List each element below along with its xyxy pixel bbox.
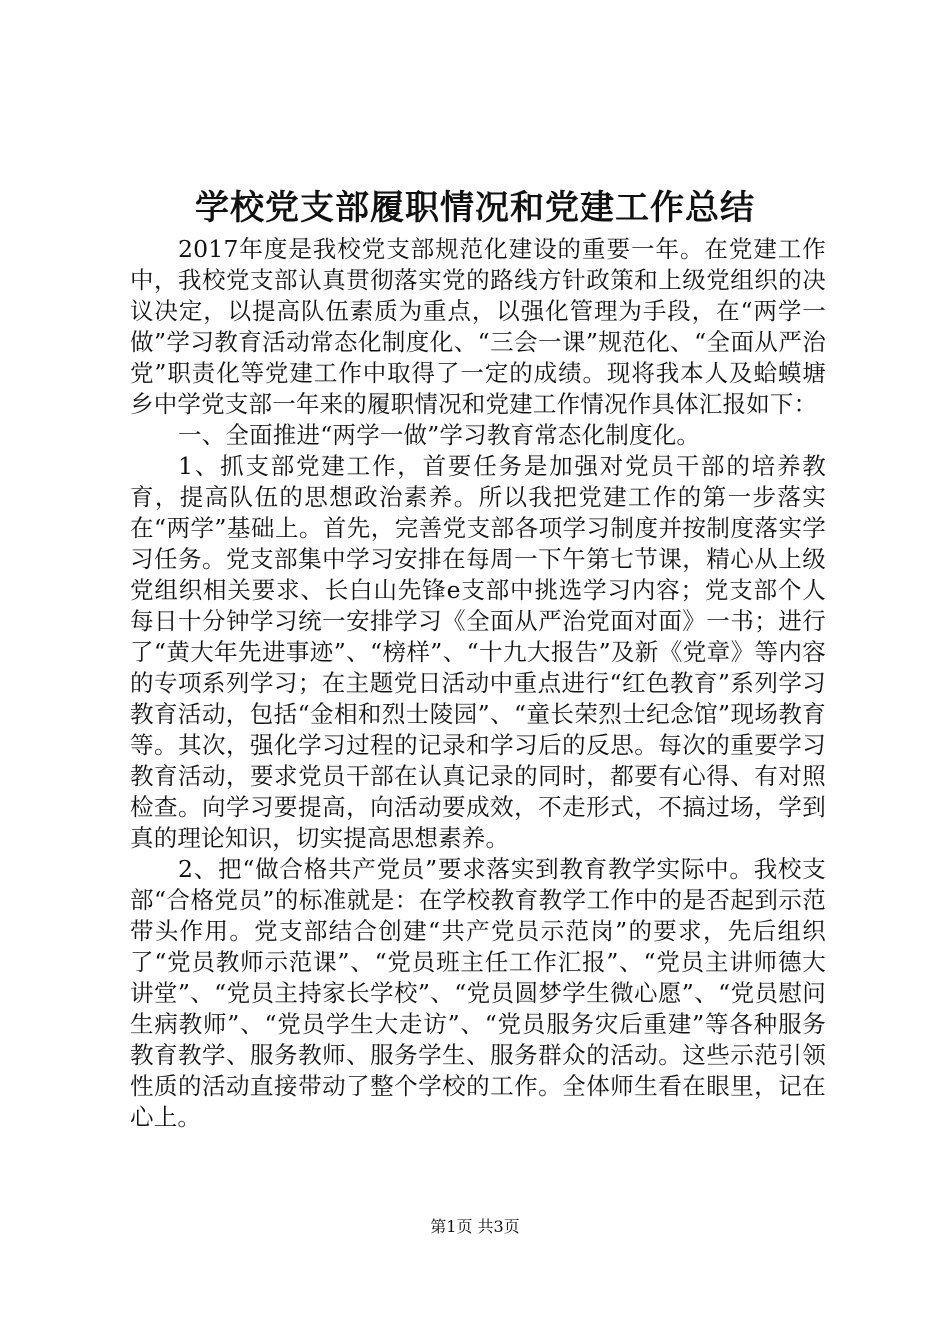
document-body xyxy=(130,234,826,1133)
paragraph-intro: 2017年度是我校党支部规范化建设的重要一年。在党建工作中，我校党支部认真贯彻落实党的路线方针政策和上级党组织的决议决定，以提高队伍素质为重点，以强化管理为手段，在“两学一做”学习教育活动常态化制度化、“三会一课”规范化、“全面从严治党”职责化等党建工作中取得了一定的成绩。现将我本人及蛤蟆塘乡中学党支部一年来的履职情况和党建工作情况作具体汇报如下： xyxy=(130,235,826,418)
paragraph-item-1: 1、抓支部党建工作，首要任务是加强对党员干部的培养教育，提高队伍的思想政治素养。所以我把党建工作的第一步落实在“两学”基础上。首先，完善党支部各项学习制度并按制度落实学习任务。党支部集中学习安排在每周一下午第七节课，精心从上级党组织相关要求、长白山先锋e支部中挑选学习内容；党支部个人每日十分钟学习统一安排学习《全面从严治党面对面》一书；进行了“黄大年先进事迹”、“榜样”、“十九大报告”及新《党章》等内容的专项系列学习；在主题党日活动中重点进行“红色教育”系列学习教育活动，包括“金相和烈士陵园”、“童长荣烈士纪念馆”现场教育等。其次，强化学习过程的记录和学习后的反思。每次的重要学习教育活动，要求党员干部在认真记录的同时，都要有心得、有对照检查。向学习要提高，向活动要成效，不走形式，不搞过场，学到真的理论知识，切实提高思想素养。 xyxy=(130,452,826,852)
paragraph-item-2: 2、把“做合格共产党员”要求落实到教育教学实际中。我校支部“合格党员”的标准就是：在学校教育教学工作中的是否起到示范带头作用。党支部结合创建“共产党员示范岗”的要求，先后组织了“党员教师示范课”、“党员班主任工作汇报”、“党员主讲师德大讲堂”、“党员主持家长学校”、“党员圆梦学生微心愿”、“党员慰问生病教师”、“党员学生大走访”、“党员服务灾后重建”等各种服务教育教学、服务教师、服务学生、服务群众的活动。这些示范引领性质的活动直接带动了整个学校的工作。全体师生看在眼里，记在心上。 xyxy=(130,855,826,1131)
section-heading-1: 一、全面推进“两学一做”学习教育常态化制度化。 xyxy=(178,421,701,449)
document-title: 学校党支部履职情况和党建工作总结 xyxy=(195,188,755,228)
page-number-footer: 第1页 共3页 xyxy=(430,1217,520,1236)
